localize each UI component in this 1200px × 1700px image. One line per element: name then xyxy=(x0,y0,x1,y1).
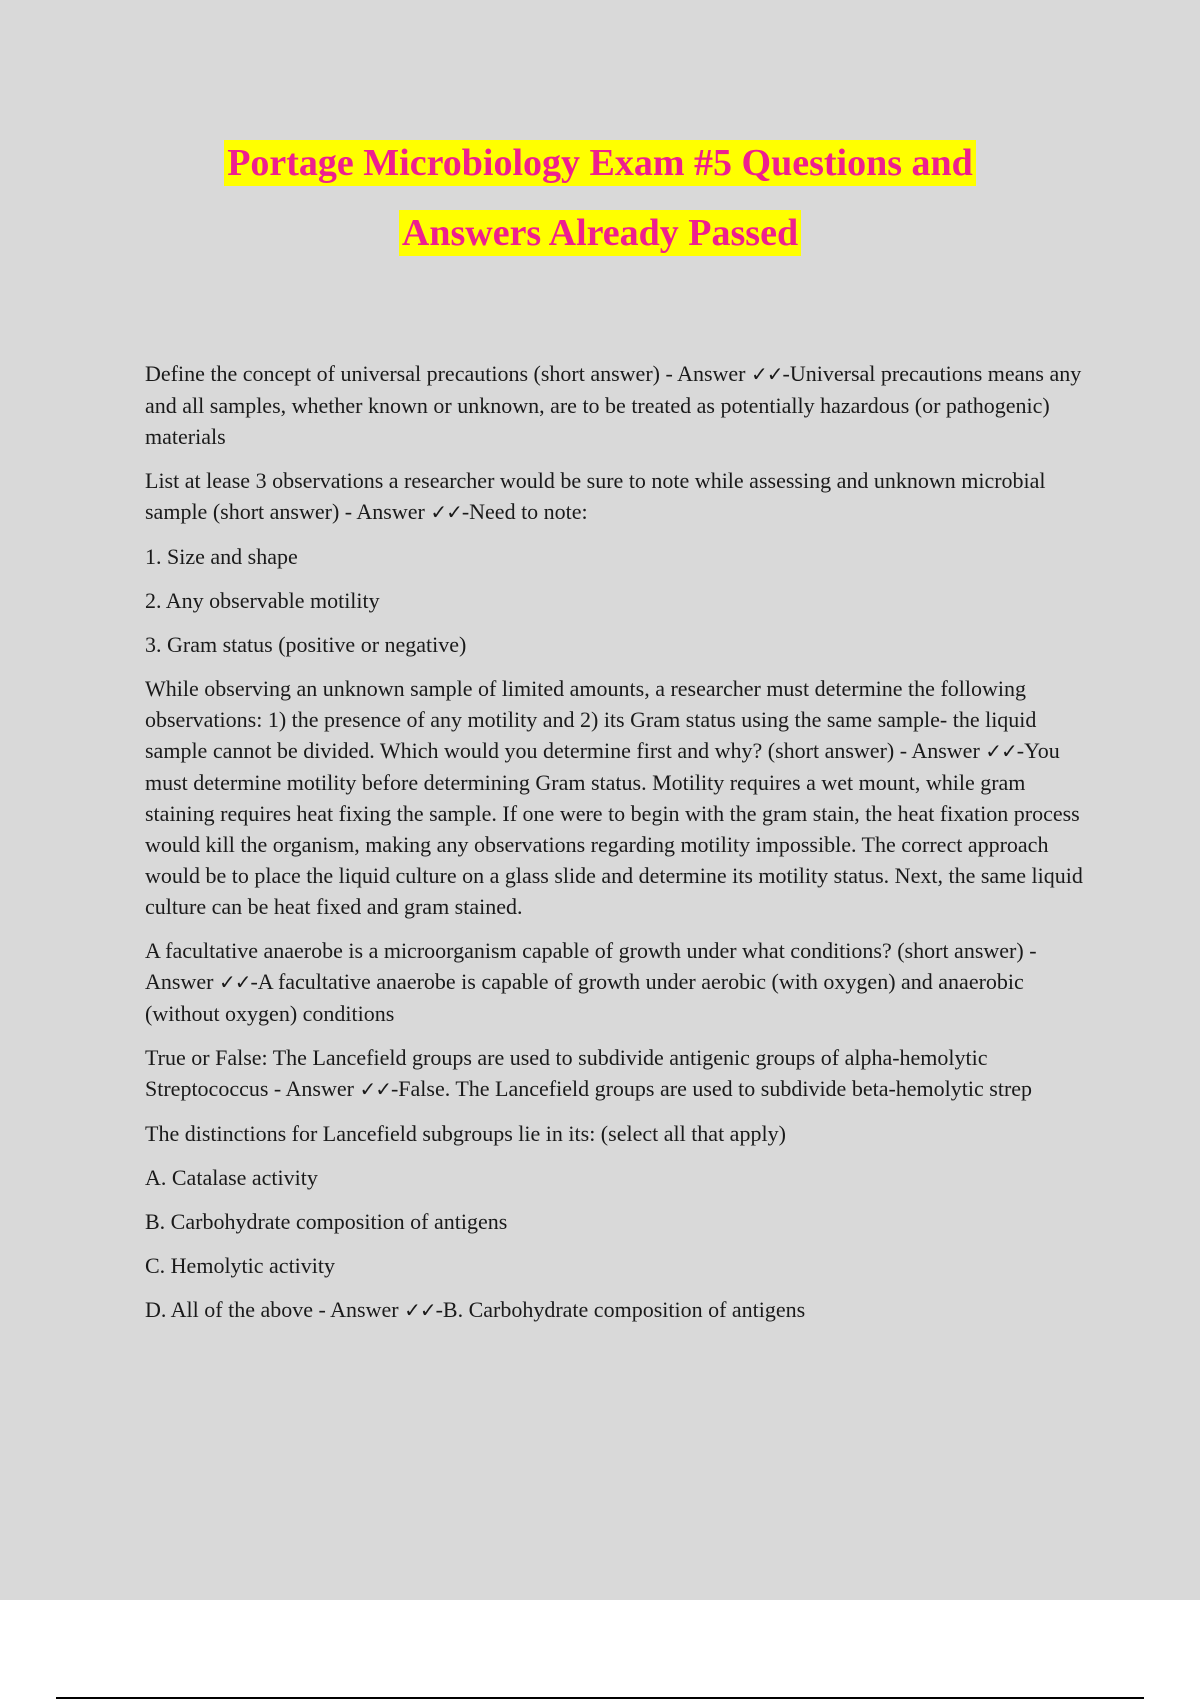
title-line-2: Answers Already Passed xyxy=(399,210,801,256)
double-check-icon: ✓✓ xyxy=(218,970,251,994)
double-check-icon: ✓✓ xyxy=(404,1298,436,1322)
answer-text: -False. The Lancefield groups are used to subdivide beta-hemolytic strep xyxy=(390,1076,1033,1101)
list-item-gram-status: 3. Gram status (positive or negative) xyxy=(145,632,467,657)
question-lancefield-distinctions: The distinctions for Lancefield subgroups lie in its: (select all that apply) xyxy=(145,1121,786,1146)
document-title xyxy=(0,140,1200,256)
qa-content xyxy=(145,358,1085,1339)
qa-paragraph-facultative-anaerobe xyxy=(145,935,1085,1029)
double-check-icon: ✓✓ xyxy=(430,500,462,524)
list-item-size-shape: 1. Size and shape xyxy=(145,544,298,569)
question-text: Define the concept of universal precautions (short answer) - Answer xyxy=(145,361,752,386)
qa-paragraph-observations xyxy=(145,465,1085,528)
answer-text: -A facultative anaerobe is capable of growth under aerobic (with oxygen) and anaerobic (without oxygen) conditions xyxy=(145,969,1024,1026)
qa-paragraph-universal-precautions xyxy=(145,358,1085,452)
question-text: A facultative anaerobe is a microorganism capable of growth under what conditions? (short answer) - Answer xyxy=(145,938,1037,994)
option-a: A. Catalase activity xyxy=(145,1165,318,1190)
qa-paragraph-lancefield-true-false xyxy=(145,1042,1085,1105)
question-text: True or False: The Lancefield groups are used to subdivide antigenic groups of alpha-hemolytic Streptococcus - Answer xyxy=(145,1045,988,1101)
option-d-with-answer xyxy=(145,1294,1085,1326)
option-c: C. Hemolytic activity xyxy=(145,1253,336,1278)
qa-paragraph-motility-vs-gram xyxy=(145,673,1085,922)
option-b: B. Carbohydrate composition of antigens xyxy=(145,1209,508,1234)
answer-text: -Need to note: xyxy=(461,499,588,524)
answer-text: -You must determine motility before determining Gram status. Motility requires a wet mount, while gram staining requires heat fixing the sample. If one were to begin with the gram stain, the heat fixation process would kill the organism, making any observations regarding motility impossible. The correct approach would be to place the liquid culture on a glass slide and determine its motility status. Next, the same liquid culture can be heat fixed and gram stained. xyxy=(145,738,1083,919)
question-text: D. All of the above - Answer xyxy=(145,1297,405,1322)
answer-text: -Universal precautions means any and all samples, whether known or unknown, are to be treated as potentially hazardous (or pathogenic) materials xyxy=(145,361,1082,449)
double-check-icon: ✓✓ xyxy=(359,1077,391,1101)
footer-divider xyxy=(56,1697,1144,1699)
double-check-icon: ✓✓ xyxy=(985,739,1017,763)
title-line-1: Portage Microbiology Exam #5 Questions and xyxy=(224,140,976,186)
answer-text: -B. Carbohydrate composition of antigens xyxy=(435,1297,806,1322)
list-item-motility: 2. Any observable motility xyxy=(145,588,380,613)
question-text: While observing an unknown sample of limited amounts, a researcher must determine the following observations: 1) the presence of any motility and 2) its Gram status using the same sample- the liquid sample cannot be divided. Which would you determine first and why? (short answer) - Answer xyxy=(145,676,1037,763)
question-text: List at lease 3 observations a researcher would be sure to note while assessing and unknown microbial sample (short answer) - Answer xyxy=(145,468,1046,524)
double-check-icon: ✓✓ xyxy=(751,362,783,386)
